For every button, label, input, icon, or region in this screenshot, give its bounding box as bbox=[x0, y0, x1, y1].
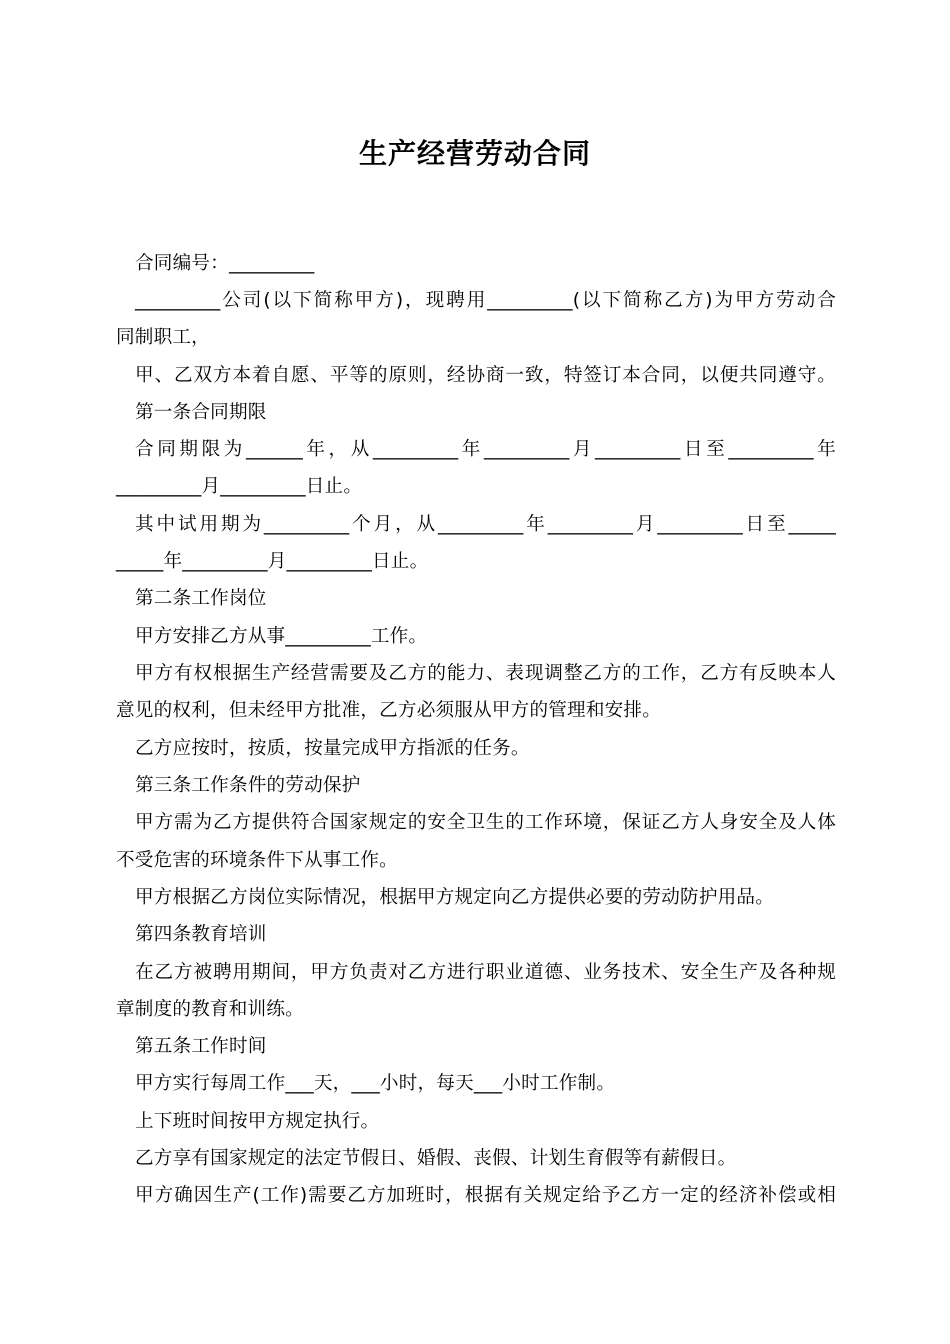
article-heading: 第三条工作条件的劳动保护 bbox=[135, 775, 361, 796]
contract-number-line: 合同编号：_________ bbox=[135, 253, 315, 274]
paragraph-line: 乙方享有国家规定的法定节假日、婚假、丧假、计划生育假等有薪假日。 bbox=[135, 1148, 737, 1169]
paragraph-line: 章制度的教育和训练。 bbox=[116, 999, 304, 1020]
paragraph-line: 甲方确因生产(工作)需要乙方加班时，根据有关规定给予乙方一定的经济补偿或相 bbox=[135, 1185, 836, 1206]
article-heading: 第四条教育培训 bbox=[135, 924, 267, 945]
paragraph-line: _____年_________月_________日止。 bbox=[116, 551, 429, 572]
paragraph-line: 甲方需为乙方提供符合国家规定的安全卫生的工作环境，保证乙方人身安全及人体 bbox=[135, 812, 836, 833]
paragraph-line: _________公司(以下简称甲方)，现聘用_________(以下简称乙方)为甲方劳动合 bbox=[135, 290, 836, 311]
article-heading: 第五条工作时间 bbox=[135, 1036, 267, 1057]
paragraph-line: 乙方应按时，按质，按量完成甲方指派的任务。 bbox=[135, 738, 530, 759]
paragraph-line: 甲方根据乙方岗位实际情况，根据甲方规定向乙方提供必要的劳动防护用品。 bbox=[135, 887, 774, 908]
paragraph-line: 甲方实行每周工作___天，___小时，每天___小时工作制。 bbox=[135, 1073, 616, 1094]
article-heading: 第一条合同期限 bbox=[135, 402, 267, 423]
article-heading: 第二条工作岗位 bbox=[135, 588, 267, 609]
paragraph-line: 上下班时间按甲方规定执行。 bbox=[135, 1111, 380, 1132]
paragraph-line: 意见的权利，但未经甲方批准，乙方必须服从甲方的管理和安排。 bbox=[116, 700, 662, 721]
document-title: 生产经营劳动合同 bbox=[358, 137, 591, 170]
paragraph-line: 合同期限为______年，从_________年_________月_________日至_________年 bbox=[135, 439, 836, 460]
paragraph-line: 甲、乙双方本着自愿、平等的原则，经协商一致，特签订本合同，以便共同遵守。 bbox=[135, 365, 836, 386]
paragraph-line: 其中试用期为_________个月，从_________年_________月_________日至_____ bbox=[135, 514, 836, 535]
paragraph-line: 甲方有权根据生产经营需要及乙方的能力、表现调整乙方的工作，乙方有反映本人 bbox=[135, 663, 836, 684]
paragraph-line: 同制职工， bbox=[116, 327, 210, 348]
paragraph-line: 在乙方被聘用期间，甲方负责对乙方进行职业道德、业务技术、安全生产及各种规 bbox=[135, 962, 836, 983]
paragraph-line: 不受危害的环境条件下从事工作。 bbox=[116, 850, 398, 871]
paragraph-line: 甲方安排乙方从事_________工作。 bbox=[135, 626, 428, 647]
paragraph-line: _________月_________日止。 bbox=[116, 476, 363, 497]
